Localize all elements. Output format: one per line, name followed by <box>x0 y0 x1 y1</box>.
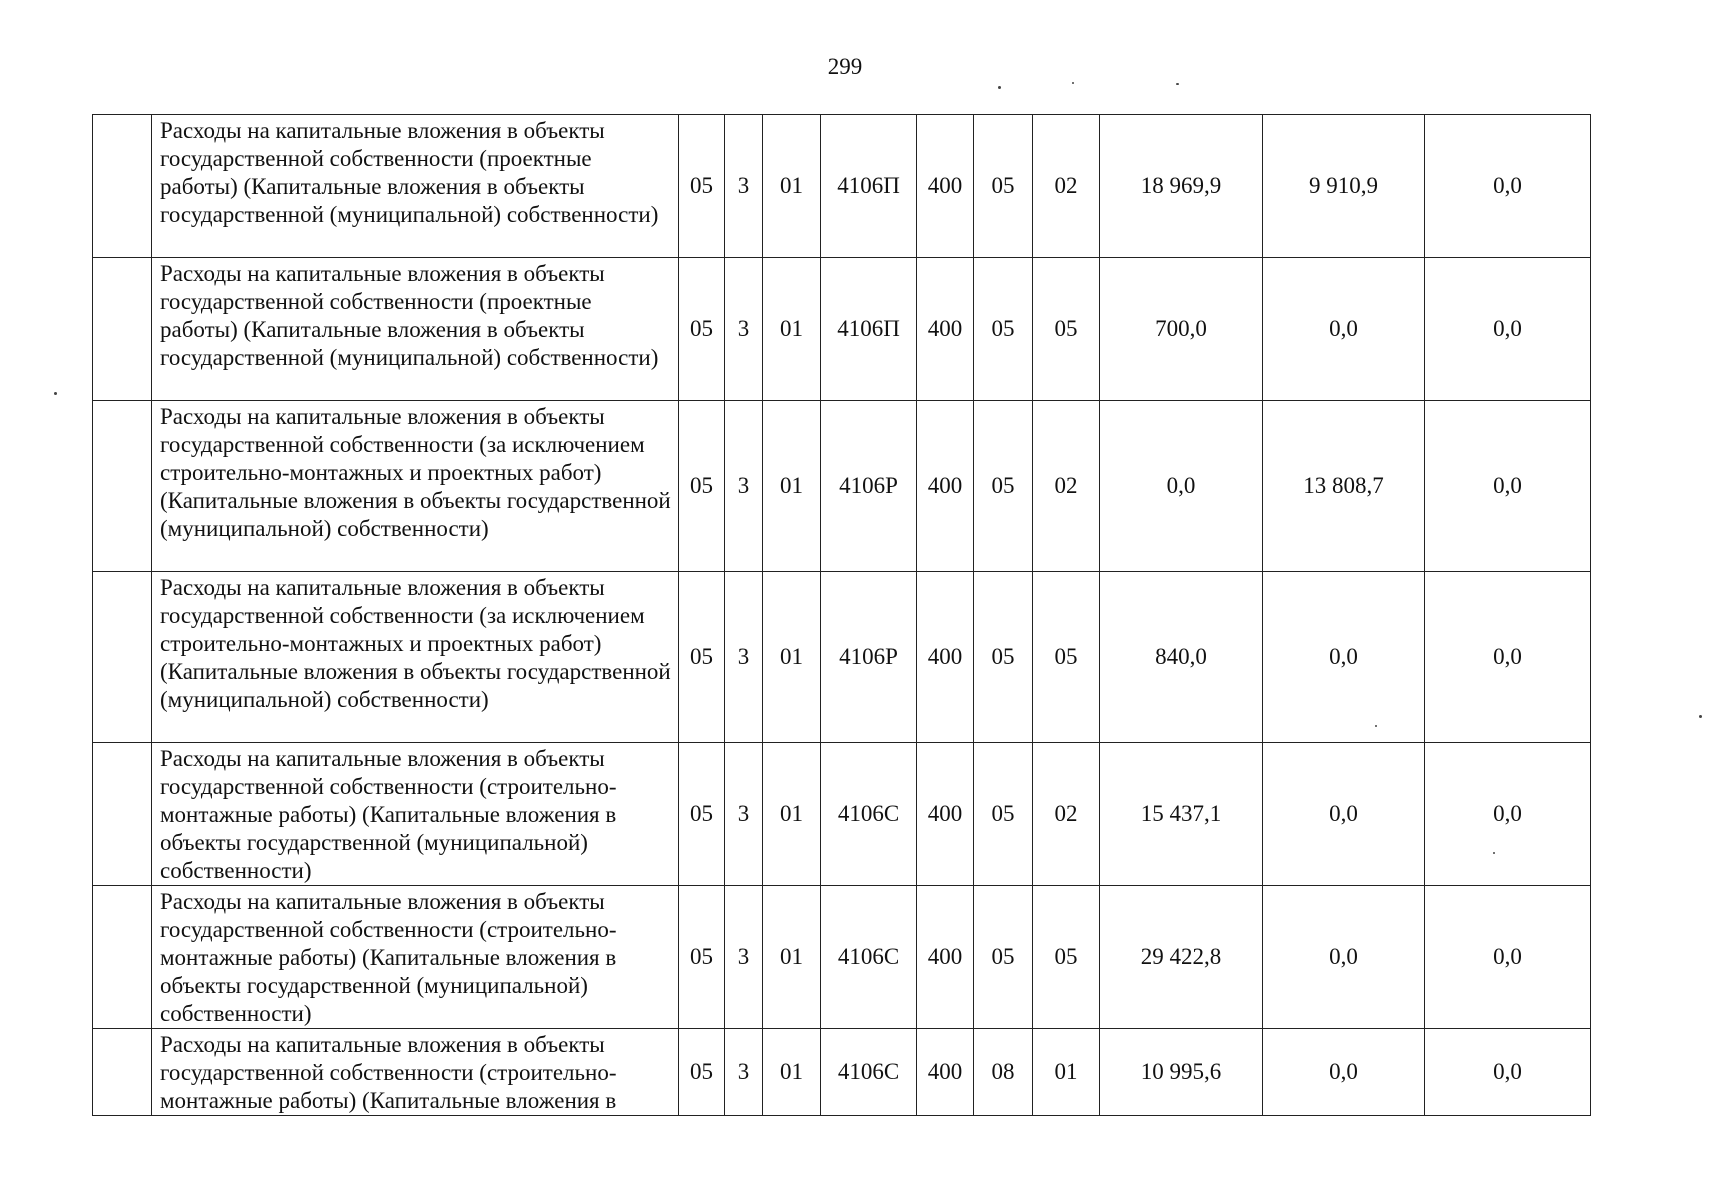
code-cell: 4106С <box>821 1029 917 1116</box>
code-cell: 3 <box>725 1029 763 1116</box>
amount-cell: 15 437,1 <box>1100 743 1263 886</box>
scan-speck <box>1176 83 1179 85</box>
code-cell: 4106С <box>821 886 917 1029</box>
amount-cell: 0,0 <box>1425 401 1591 572</box>
code-cell: 05 <box>974 401 1033 572</box>
code-cell: 05 <box>679 743 725 886</box>
amount-cell: 0,0 <box>1425 115 1591 258</box>
code-cell: 05 <box>974 886 1033 1029</box>
code-cell: 400 <box>917 572 974 743</box>
code-cell: 02 <box>1033 115 1100 258</box>
amount-cell: 700,0 <box>1100 258 1263 401</box>
number-cell <box>93 401 152 572</box>
amount-cell: 0,0 <box>1263 1029 1425 1116</box>
code-cell: 3 <box>725 401 763 572</box>
code-cell: 4106Р <box>821 572 917 743</box>
code-cell: 05 <box>679 886 725 1029</box>
description-cell: Расходы на капитальные вложения в объекты государственной собственности (проектные работы) (Капитальные вложения в объекты государственной (муниципальной) собственности) <box>152 115 679 258</box>
description-cell: Расходы на капитальные вложения в объекты государственной собственности (за исключением строительно-монтажных и проектных работ) (Капитальные вложения в объекты государственной (муниципальной) собственности) <box>152 401 679 572</box>
amount-cell: 0,0 <box>1263 258 1425 401</box>
code-cell: 05 <box>679 401 725 572</box>
scan-speck <box>1072 82 1074 84</box>
scan-speck <box>1375 725 1377 727</box>
table-row <box>93 572 1591 743</box>
amount-cell: 0,0 <box>1263 743 1425 886</box>
code-cell: 02 <box>1033 401 1100 572</box>
description-cell: Расходы на капитальные вложения в объекты государственной собственности (проектные работы) (Капитальные вложения в объекты государственной (муниципальной) собственности) <box>152 258 679 401</box>
amount-cell: 0,0 <box>1425 886 1591 1029</box>
code-cell: 05 <box>679 1029 725 1116</box>
table-row <box>93 258 1591 401</box>
code-cell: 01 <box>763 1029 821 1116</box>
code-cell: 3 <box>725 886 763 1029</box>
amount-cell: 18 969,9 <box>1100 115 1263 258</box>
code-cell: 4106С <box>821 743 917 886</box>
page-number: 299 <box>827 54 863 79</box>
number-cell <box>93 1029 152 1116</box>
code-cell: 01 <box>763 886 821 1029</box>
amount-cell: 29 422,8 <box>1100 886 1263 1029</box>
code-cell: 05 <box>679 115 725 258</box>
amount-cell: 10 995,6 <box>1100 1029 1263 1116</box>
code-cell: 05 <box>1033 886 1100 1029</box>
table-row <box>93 115 1591 258</box>
code-cell: 3 <box>725 115 763 258</box>
amount-cell: 0,0 <box>1425 572 1591 743</box>
number-cell <box>93 572 152 743</box>
amount-cell: 0,0 <box>1425 1029 1591 1116</box>
amount-cell: 13 808,7 <box>1263 401 1425 572</box>
amount-cell: 9 910,9 <box>1263 115 1425 258</box>
amount-cell: 0,0 <box>1425 258 1591 401</box>
code-cell: 400 <box>917 115 974 258</box>
code-cell: 05 <box>1033 258 1100 401</box>
description-cell: Расходы на капитальные вложения в объекты государственной собственности (строительно-монтажные работы) (Капитальные вложения в <box>152 1029 679 1116</box>
scan-speck <box>1699 715 1702 718</box>
table-row <box>93 886 1591 1029</box>
code-cell: 01 <box>1033 1029 1100 1116</box>
description-cell: Расходы на капитальные вложения в объекты государственной собственности (за исключением строительно-монтажных и проектных работ) (Капитальные вложения в объекты государственной (муниципальной) собственности) <box>152 572 679 743</box>
scan-speck <box>998 86 1001 89</box>
code-cell: 01 <box>763 572 821 743</box>
table-row <box>93 401 1591 572</box>
code-cell: 05 <box>974 258 1033 401</box>
code-cell: 05 <box>1033 572 1100 743</box>
code-cell: 400 <box>917 886 974 1029</box>
code-cell: 4106П <box>821 115 917 258</box>
number-cell <box>93 886 152 1029</box>
code-cell: 3 <box>725 743 763 886</box>
table-row <box>93 743 1591 886</box>
amount-cell: 0,0 <box>1100 401 1263 572</box>
amount-cell: 0,0 <box>1263 572 1425 743</box>
code-cell: 05 <box>679 258 725 401</box>
description-cell: Расходы на капитальные вложения в объекты государственной собственности (строительно-монтажные работы) (Капитальные вложения в объекты государственной (муниципальной) собственности) <box>152 886 679 1029</box>
code-cell: 01 <box>763 743 821 886</box>
number-cell <box>93 743 152 886</box>
table-row <box>93 1029 1591 1116</box>
code-cell: 05 <box>974 115 1033 258</box>
code-cell: 3 <box>725 258 763 401</box>
scan-speck <box>1493 852 1495 854</box>
code-cell: 4106Р <box>821 401 917 572</box>
number-cell <box>93 115 152 258</box>
code-cell: 01 <box>763 258 821 401</box>
budget-table <box>92 114 1591 1116</box>
code-cell: 08 <box>974 1029 1033 1116</box>
code-cell: 01 <box>763 115 821 258</box>
code-cell: 400 <box>917 1029 974 1116</box>
amount-cell: 0,0 <box>1425 743 1591 886</box>
number-cell <box>93 258 152 401</box>
code-cell: 400 <box>917 258 974 401</box>
code-cell: 4106П <box>821 258 917 401</box>
amount-cell: 840,0 <box>1100 572 1263 743</box>
code-cell: 3 <box>725 572 763 743</box>
description-cell: Расходы на капитальные вложения в объекты государственной собственности (строительно-монтажные работы) (Капитальные вложения в объекты государственной (муниципальной) собственности) <box>152 743 679 886</box>
code-cell: 01 <box>763 401 821 572</box>
code-cell: 400 <box>917 401 974 572</box>
code-cell: 02 <box>1033 743 1100 886</box>
code-cell: 05 <box>974 572 1033 743</box>
scan-speck <box>54 392 57 395</box>
code-cell: 05 <box>679 572 725 743</box>
code-cell: 05 <box>974 743 1033 886</box>
code-cell: 400 <box>917 743 974 886</box>
amount-cell: 0,0 <box>1263 886 1425 1029</box>
